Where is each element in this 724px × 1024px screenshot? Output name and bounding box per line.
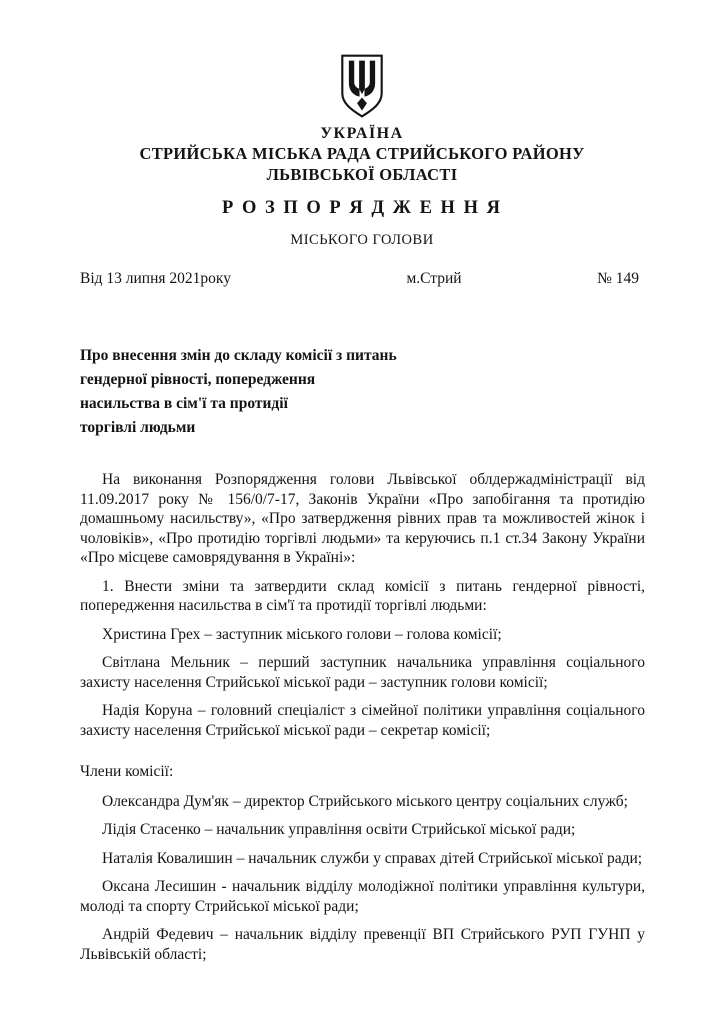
document-body (80, 470, 645, 964)
document-author-line: МІСЬКОГО ГОЛОВИ (290, 232, 434, 248)
country-name: УКРАЇНА (320, 125, 404, 142)
paragraph: Надія Коруна – головний спеціаліст з сімейної політики управління соціального захисту населення Стрийської міської ради – секретар комісії; (80, 702, 645, 739)
paragraph: Члени комісії: (80, 763, 174, 780)
paragraph: Христина Грех – заступник міського голови – голова комісії; (102, 625, 502, 643)
document-type-title: Р О З П О Р Я Д Ж Е Н Н Я (222, 198, 502, 218)
paragraph: Андрій Федевич – начальник відділу превенції ВП Стрийського РУП ГУНП у Львівській області; (80, 926, 645, 963)
paragraph: 1. Внести зміни та затвердити склад комісії з питань гендерної рівності, попередження насильства в сім'ї та протидії торгівлі людьми: (80, 577, 645, 614)
document-date: Від 13 липня 2021року (80, 270, 231, 287)
org-name-line1: СТРИЙСЬКА МІСЬКА РАДА СТРИЙСЬКОГО РАЙОНУ (139, 144, 585, 163)
paragraph: Оксана Лесишин - начальник відділу молодіжної політики управління культури, молоді та спорту Стрийської міської ради; (80, 878, 645, 915)
subject-line: насильства в сім'ї та протидії (80, 395, 288, 412)
paragraph: Наталія Ковалишин – начальник служби у справах дітей Стрийської міської ради; (102, 849, 643, 867)
tryzub-icon (337, 54, 387, 118)
document-number: № 149 (597, 270, 639, 287)
subject-line: Про внесення змін до складу комісії з питань (80, 347, 397, 364)
paragraph: Олександра Дум'як – директор Стрийського міського центру соціальних служб; (102, 792, 628, 810)
subject-line: торгівлі людьми (80, 419, 196, 436)
subject-line: гендерної рівності, попередження (80, 371, 316, 388)
meta-row (80, 270, 639, 288)
paragraph: На виконання Розпорядження голови Львівської облдержадміністрації від 11.09.2017 року № 156/0/7-17, Законів України «Про запобігання та протидію домашньому насильству», «Про затвердження рівних прав та можливостей жінок і чоловіків», «Про протидію торгівлі людьми» та керуючись п.1 ст.34 Закону України «Про місцеве самоврядування в Україні»: (80, 471, 645, 566)
letterhead (0, 0, 724, 249)
paragraph: Світлана Мельник – перший заступник начальника управління соціального захисту населення Стрийської міської ради – заступник голови комісії; (80, 654, 645, 691)
org-name-line2: ЛЬВІВСЬКОЇ ОБЛАСТІ (266, 165, 458, 184)
document-place: м.Стрий (406, 270, 462, 287)
subject-block (80, 344, 500, 440)
paragraph: Лідія Стасенко – начальник управління освіти Стрийської міської ради; (102, 821, 576, 838)
